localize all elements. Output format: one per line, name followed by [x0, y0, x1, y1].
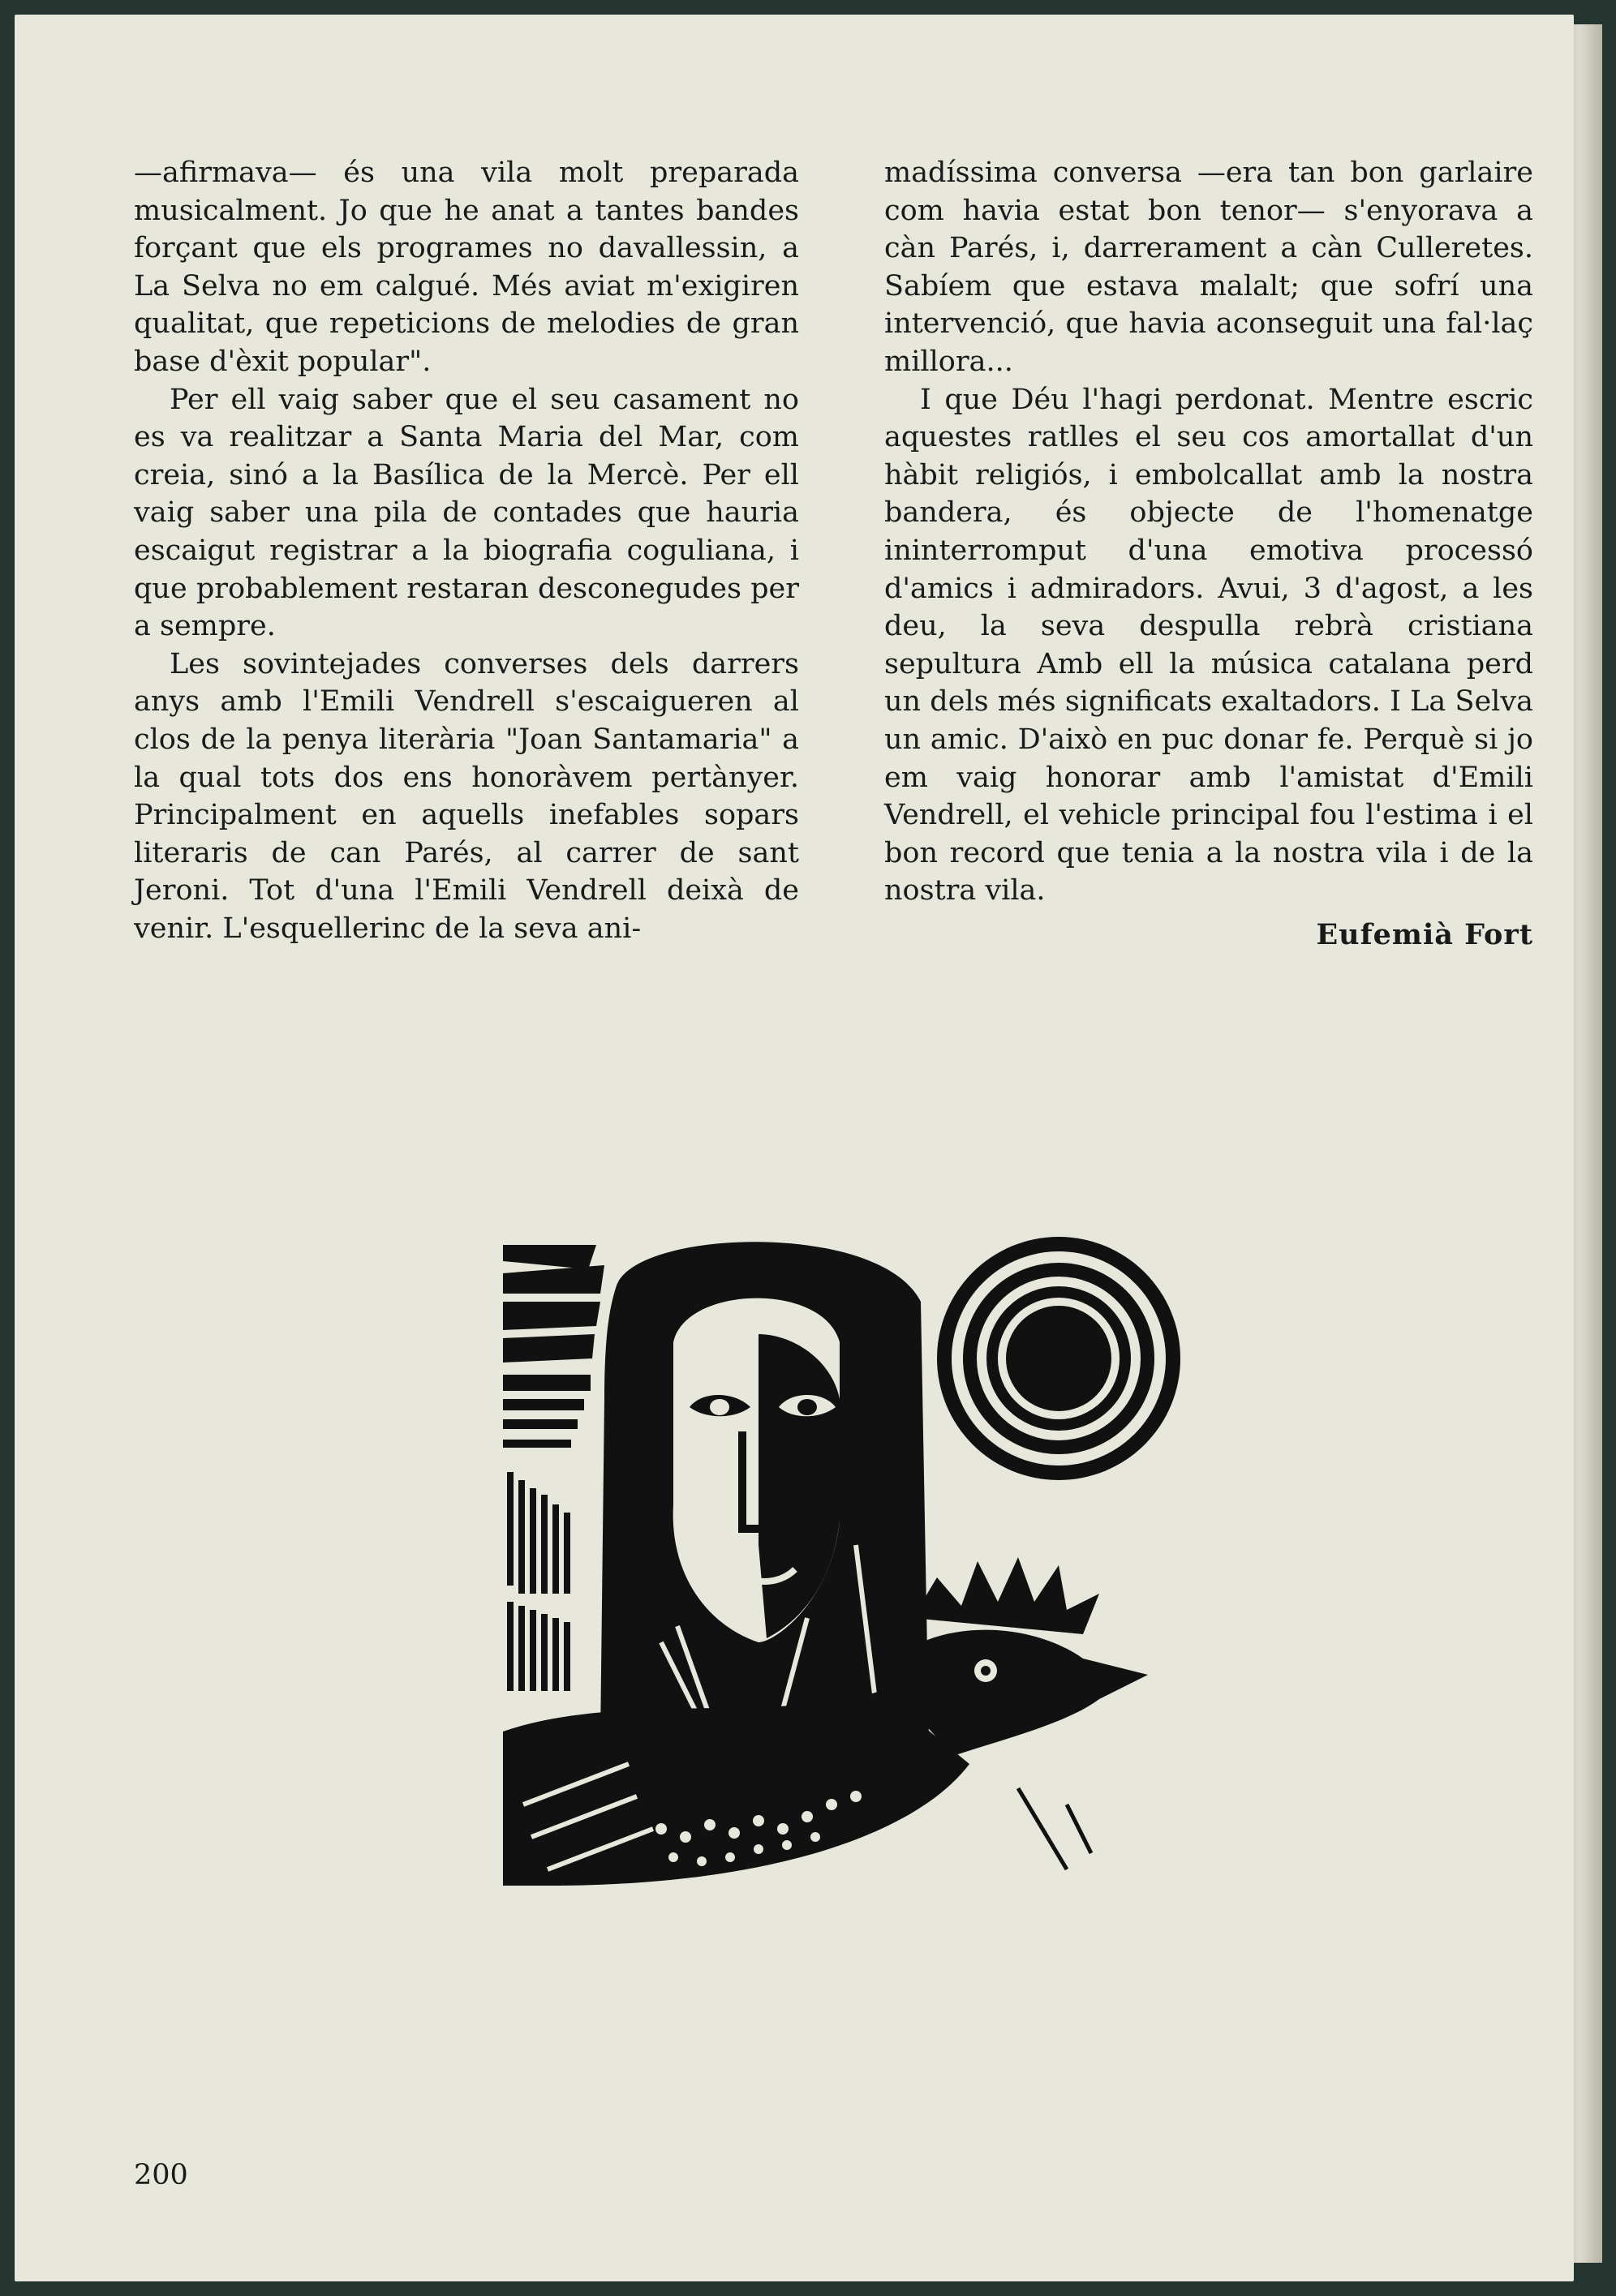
woodcut-face — [600, 1242, 929, 1740]
woodcut-sun — [937, 1237, 1180, 1480]
left-column — [134, 154, 799, 947]
paragraph-5: I que Déu l'hagi perdonat. Mentre escric aquestes ratlles el seu cos amortallat d'un hàbit religiós, i embolcallat amb la nostra bandera, és objecte de l'homenatge ininterromput d'una emotiva processó d'amics i admiradors. Avui, 3 d'agost, a les deu, la seva despulla rebrà cristiana sepultura Amb ell la música catalana perd un dels més significats exaltadors. I La Selva un amic. D'això en puc donar fe. Perquè si jo em vaig honorar amb l'amistat d'Emili Vendrell, el vehicle principal fou l'estima i el bon record que tenia a la nostra vila i de la nostra vila. — [884, 383, 1533, 908]
paragraph-1: —afirmava— és una vila molt preparada musicalment. Jo que he anat a tantes bandes forçant que els programes no davallessin, a La Selva no em calgué. Més aviat m'exigiren qualitat, que repeticions de melodies de gran base d'èxit popular". — [134, 157, 799, 378]
paragraph-2: Per ell vaig saber que el seu casament no es va realitzar a Santa Maria del Mar, com creia, sinó a la Basílica de la Mercè. Per ell vaig saber una pila de contades que hauria escaigut registrar a la biografia coguliana, i que probablement restaran desconegudes per a sempre. — [134, 383, 799, 643]
right-column — [884, 154, 1533, 954]
author-signature: Eufemià Fort — [1316, 917, 1533, 951]
page-number: 200 — [134, 2159, 188, 2191]
page-edge — [1570, 24, 1602, 2263]
paragraph-3: Les sovintejades converses dels darrers anys amb l'Emili Vendrell s'escaigueren al clos de la penya literària "Joan Santamaria" a la qual tots dos ens honoràvem pertànyer. Principalment en aquells inefables sopars literaris de can Parés, al carrer de sant Jeroni. Tot d'una l'Emili Vendrell deixà de venir. L'esquellerinc de la seva ani- — [134, 647, 799, 945]
paragraph-4: madíssima conversa —era tan bon garlaire com havia estat bon tenor— s'enyorava a càn Parés, i, darrerament a càn Culleretes. Sabíem que estava malalt; que sofrí una intervenció, que havia aconseguit una fal·laç millora... — [884, 157, 1533, 378]
woodcut-hatching — [503, 1245, 604, 1691]
woodcut-illustration — [499, 1237, 1188, 1914]
